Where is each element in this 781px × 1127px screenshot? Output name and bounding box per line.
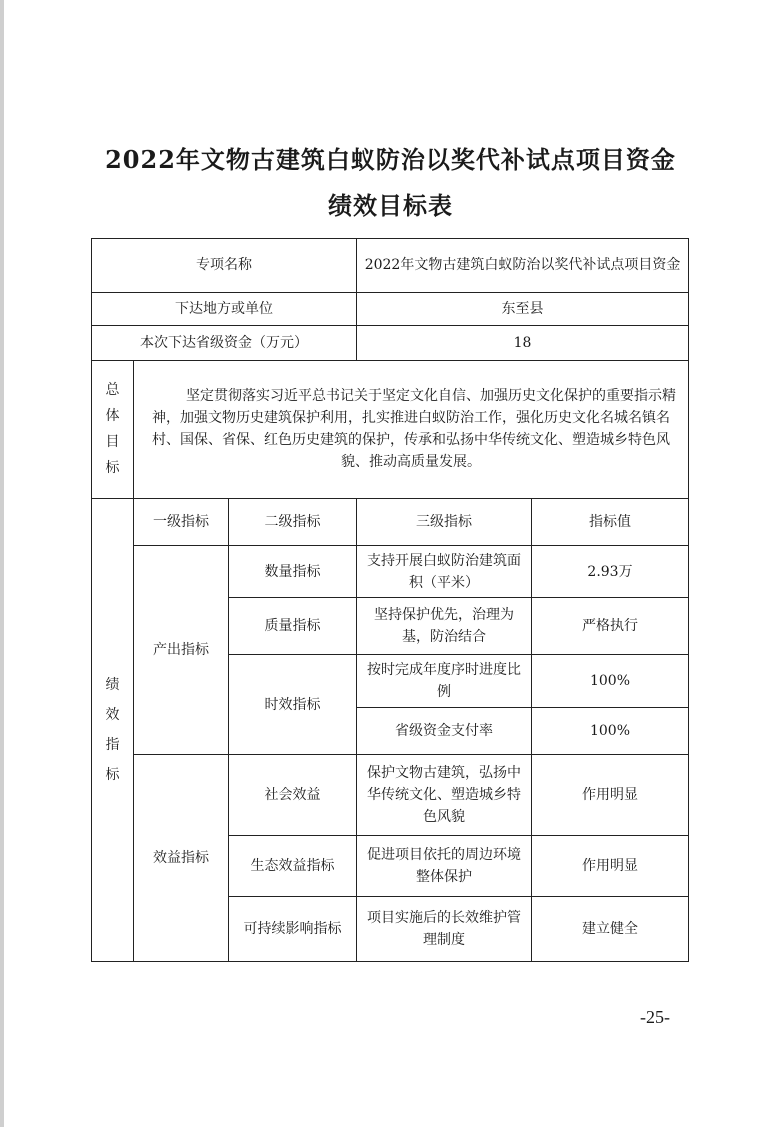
- overall-goal-cell: [134, 360, 689, 498]
- value-cell: 严格执行: [532, 598, 689, 655]
- level3-cell: 按时完成年度序时进度比例: [357, 655, 532, 708]
- indicator-label-char: 绩: [105, 676, 120, 693]
- document-title-line1: 2022年文物古建筑白蚁防治以奖代补试点项目资金: [105, 145, 676, 174]
- value-cell: 作用明显: [532, 836, 689, 897]
- funds-label: 本次下达省级资金（万元）: [92, 326, 357, 361]
- goal-label-char: 标: [105, 460, 120, 477]
- region-label: 下达地方或单位: [92, 292, 357, 326]
- indicator-label-char: 指: [105, 736, 120, 753]
- region-value: 东至县: [357, 292, 689, 326]
- header-level2: 二级指标: [229, 498, 357, 545]
- table-row: [92, 326, 689, 361]
- header-level3: 三级指标: [357, 498, 532, 545]
- project-name-value: 2022年文物古建筑白蚁防治以奖代补试点项目资金: [357, 239, 689, 293]
- overall-goal-text: 坚定贯彻落实习近平总书记关于坚定文化自信、加强历史文化保护的重要指示精神，加强文物历史建筑保护利用，扎实推进白蚁防治工作，强化历史文化名城名镇名村、国保、省保、红色历史建筑的保护，传承和弘扬中华传统文化、塑造城乡特色风貌、推动高质量发展。: [152, 388, 676, 471]
- project-name-label: 专项名称: [92, 239, 357, 293]
- header-value: 指标值: [532, 498, 689, 545]
- value-cell: 2.93万: [532, 545, 689, 598]
- benefit-indicator-label: 效益指标: [134, 754, 229, 961]
- goal-label-char: 目: [105, 434, 120, 451]
- level3-cell: 支持开展白蚁防治建筑面积（平米）: [357, 545, 532, 598]
- level3-cell: 项目实施后的长效维护管理制度: [357, 896, 532, 961]
- overall-goal-label: [92, 360, 134, 498]
- value-cell: 作用明显: [532, 754, 689, 835]
- level2-cell: 时效指标: [229, 655, 357, 755]
- indicator-label-char: 标: [105, 766, 120, 783]
- value-cell: 建立健全: [532, 896, 689, 961]
- table-row: [92, 360, 689, 498]
- page-number: -25-: [640, 1007, 670, 1027]
- level2-cell: 生态效益指标: [229, 836, 357, 897]
- indicator-label-char: 效: [105, 706, 120, 723]
- level3-cell: 保护文物古建筑，弘扬中华传统文化、塑造城乡特色风貌: [357, 754, 532, 835]
- value-cell: 100%: [532, 655, 689, 708]
- level2-cell: 可持续影响指标: [229, 896, 357, 961]
- output-indicator-label: 产出指标: [134, 545, 229, 754]
- level3-cell: 坚持保护优先，治理为基，防治结合: [357, 598, 532, 655]
- value-cell: 100%: [532, 708, 689, 755]
- level3-cell: 促进项目依托的周边环境整体保护: [357, 836, 532, 897]
- level2-cell: 数量指标: [229, 545, 357, 598]
- table-row: [92, 498, 689, 545]
- level3-cell: 省级资金支付率: [357, 708, 532, 755]
- goal-label-char: 体: [105, 408, 120, 425]
- level2-cell: 质量指标: [229, 598, 357, 655]
- table-row: [92, 292, 689, 326]
- performance-indicator-label: [92, 498, 134, 961]
- header-level1: 一级指标: [134, 498, 229, 545]
- table-row: [92, 239, 689, 293]
- goal-label-char: 总: [105, 382, 120, 399]
- performance-target-table: [91, 238, 689, 962]
- table-row: [92, 545, 689, 598]
- level2-cell: 社会效益: [229, 754, 357, 835]
- table-row: [92, 754, 689, 835]
- document-title-line2: 绩效目标表: [328, 191, 453, 220]
- funds-value: 18: [357, 326, 689, 361]
